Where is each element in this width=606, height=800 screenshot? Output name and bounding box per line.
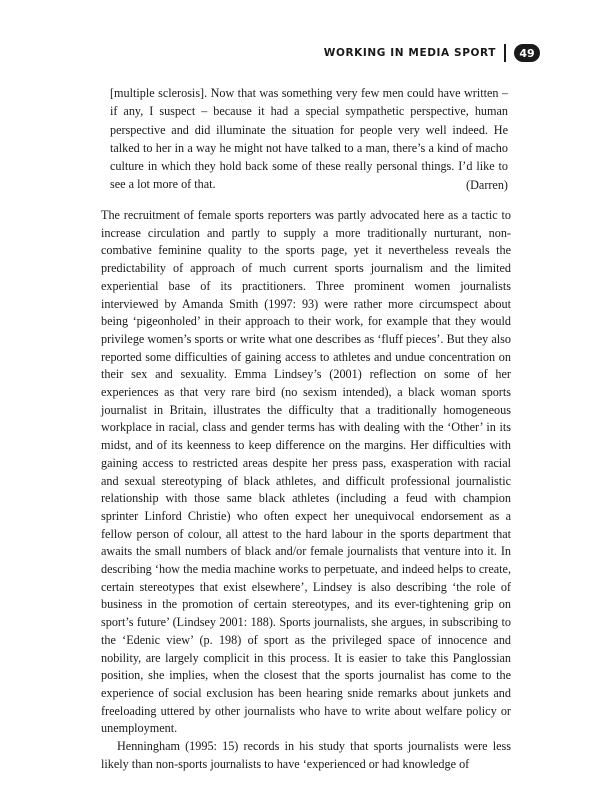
body-text [101, 207, 511, 774]
page-number: 49 [514, 44, 540, 62]
running-head-title: WORKING IN MEDIA SPORT [323, 47, 496, 59]
block-quote: [multiple sclerosis]. Now that was something very few men could have written – if any, I suspect – because it had a special sympathetic perspective, human perspective and did illuminate the situation for people very well indeed. He talked to her in a way he might not have talked to a man, there’s a kind of macho culture in which they hold back some of these really personal things. I’d like to see a lot more of that. [110, 86, 508, 192]
running-head [324, 44, 540, 62]
paragraph-1: The recruitment of female sports reporters was partly advocated here as a tactic to increase circulation and partly to supply a more traditionally nurturant, non-combative feminine quality to the sports page, yet it nevertheless reveals the predictability of approach of much current sports journalism and the limited experiential base of its practitioners. Three prominent women journalists interviewed by Amanda Smith (1997: 93) were rather more circumspect about being ‘pigeonholed’ in their approach to their work, for example that they would privilege women’s sports or write what one describes as ‘fluff pieces’. But they also reported some difficulties of gaining access to athletes and undue concentration on their sex and sexuality. Emma Lindsey’s (2001) reflection on some of her experiences as that very rare bird (no sexism intended), a black woman sports journalist in Britain, illustrates the difficulty that a traditionally homogeneous workplace in racial, class and gender terms has with dealing with the ‘Other’ in its midst, and of its keenness to keep difference on the margins. Her difficulties with gaining access to restricted areas despite her press pass, exasperation with racial and sexual stereotyping of black athletes, and difficult professional journalistic relationship with those same black athletes (including a feud with champion sprinter Linford Christie) who often expect her unequivocal endorsement as a fellow person of colour, all attest to the hard labour in the sports department that awaits the small numbers of black and/or female journalists that venture into it. In describing ‘how the media machine works to perpetuate, and indeed helps to create, certain stereotypes that exist elsewhere’, Lindsey is also describing ‘the role of business in the promotion of certain stereotypes, and its ever-tightening grip on sport’s future’ (Lindsey 2001: 188). Sports journalists, she argues, in subscribing to the ‘Edenic view’ (p. 198) of sport as the privileged space of innocence and nobility, are largely complicit in this process. It is easier to take this Panglossian position, she implies, when the closest that the sports journalist has come to the experience of social exclusion has been hearing snide remarks about junkets and freeloading uttered by other journalists who have to write about welfare policy or unemployment. [101, 208, 511, 736]
running-head-divider [504, 44, 506, 62]
quote-attribution: (Darren) [466, 178, 508, 192]
paragraph-2: Henningham (1995: 15) records in his study that sports journalists were less likely than non-sports journalists to have ‘experienced or had knowledge of [101, 739, 511, 771]
